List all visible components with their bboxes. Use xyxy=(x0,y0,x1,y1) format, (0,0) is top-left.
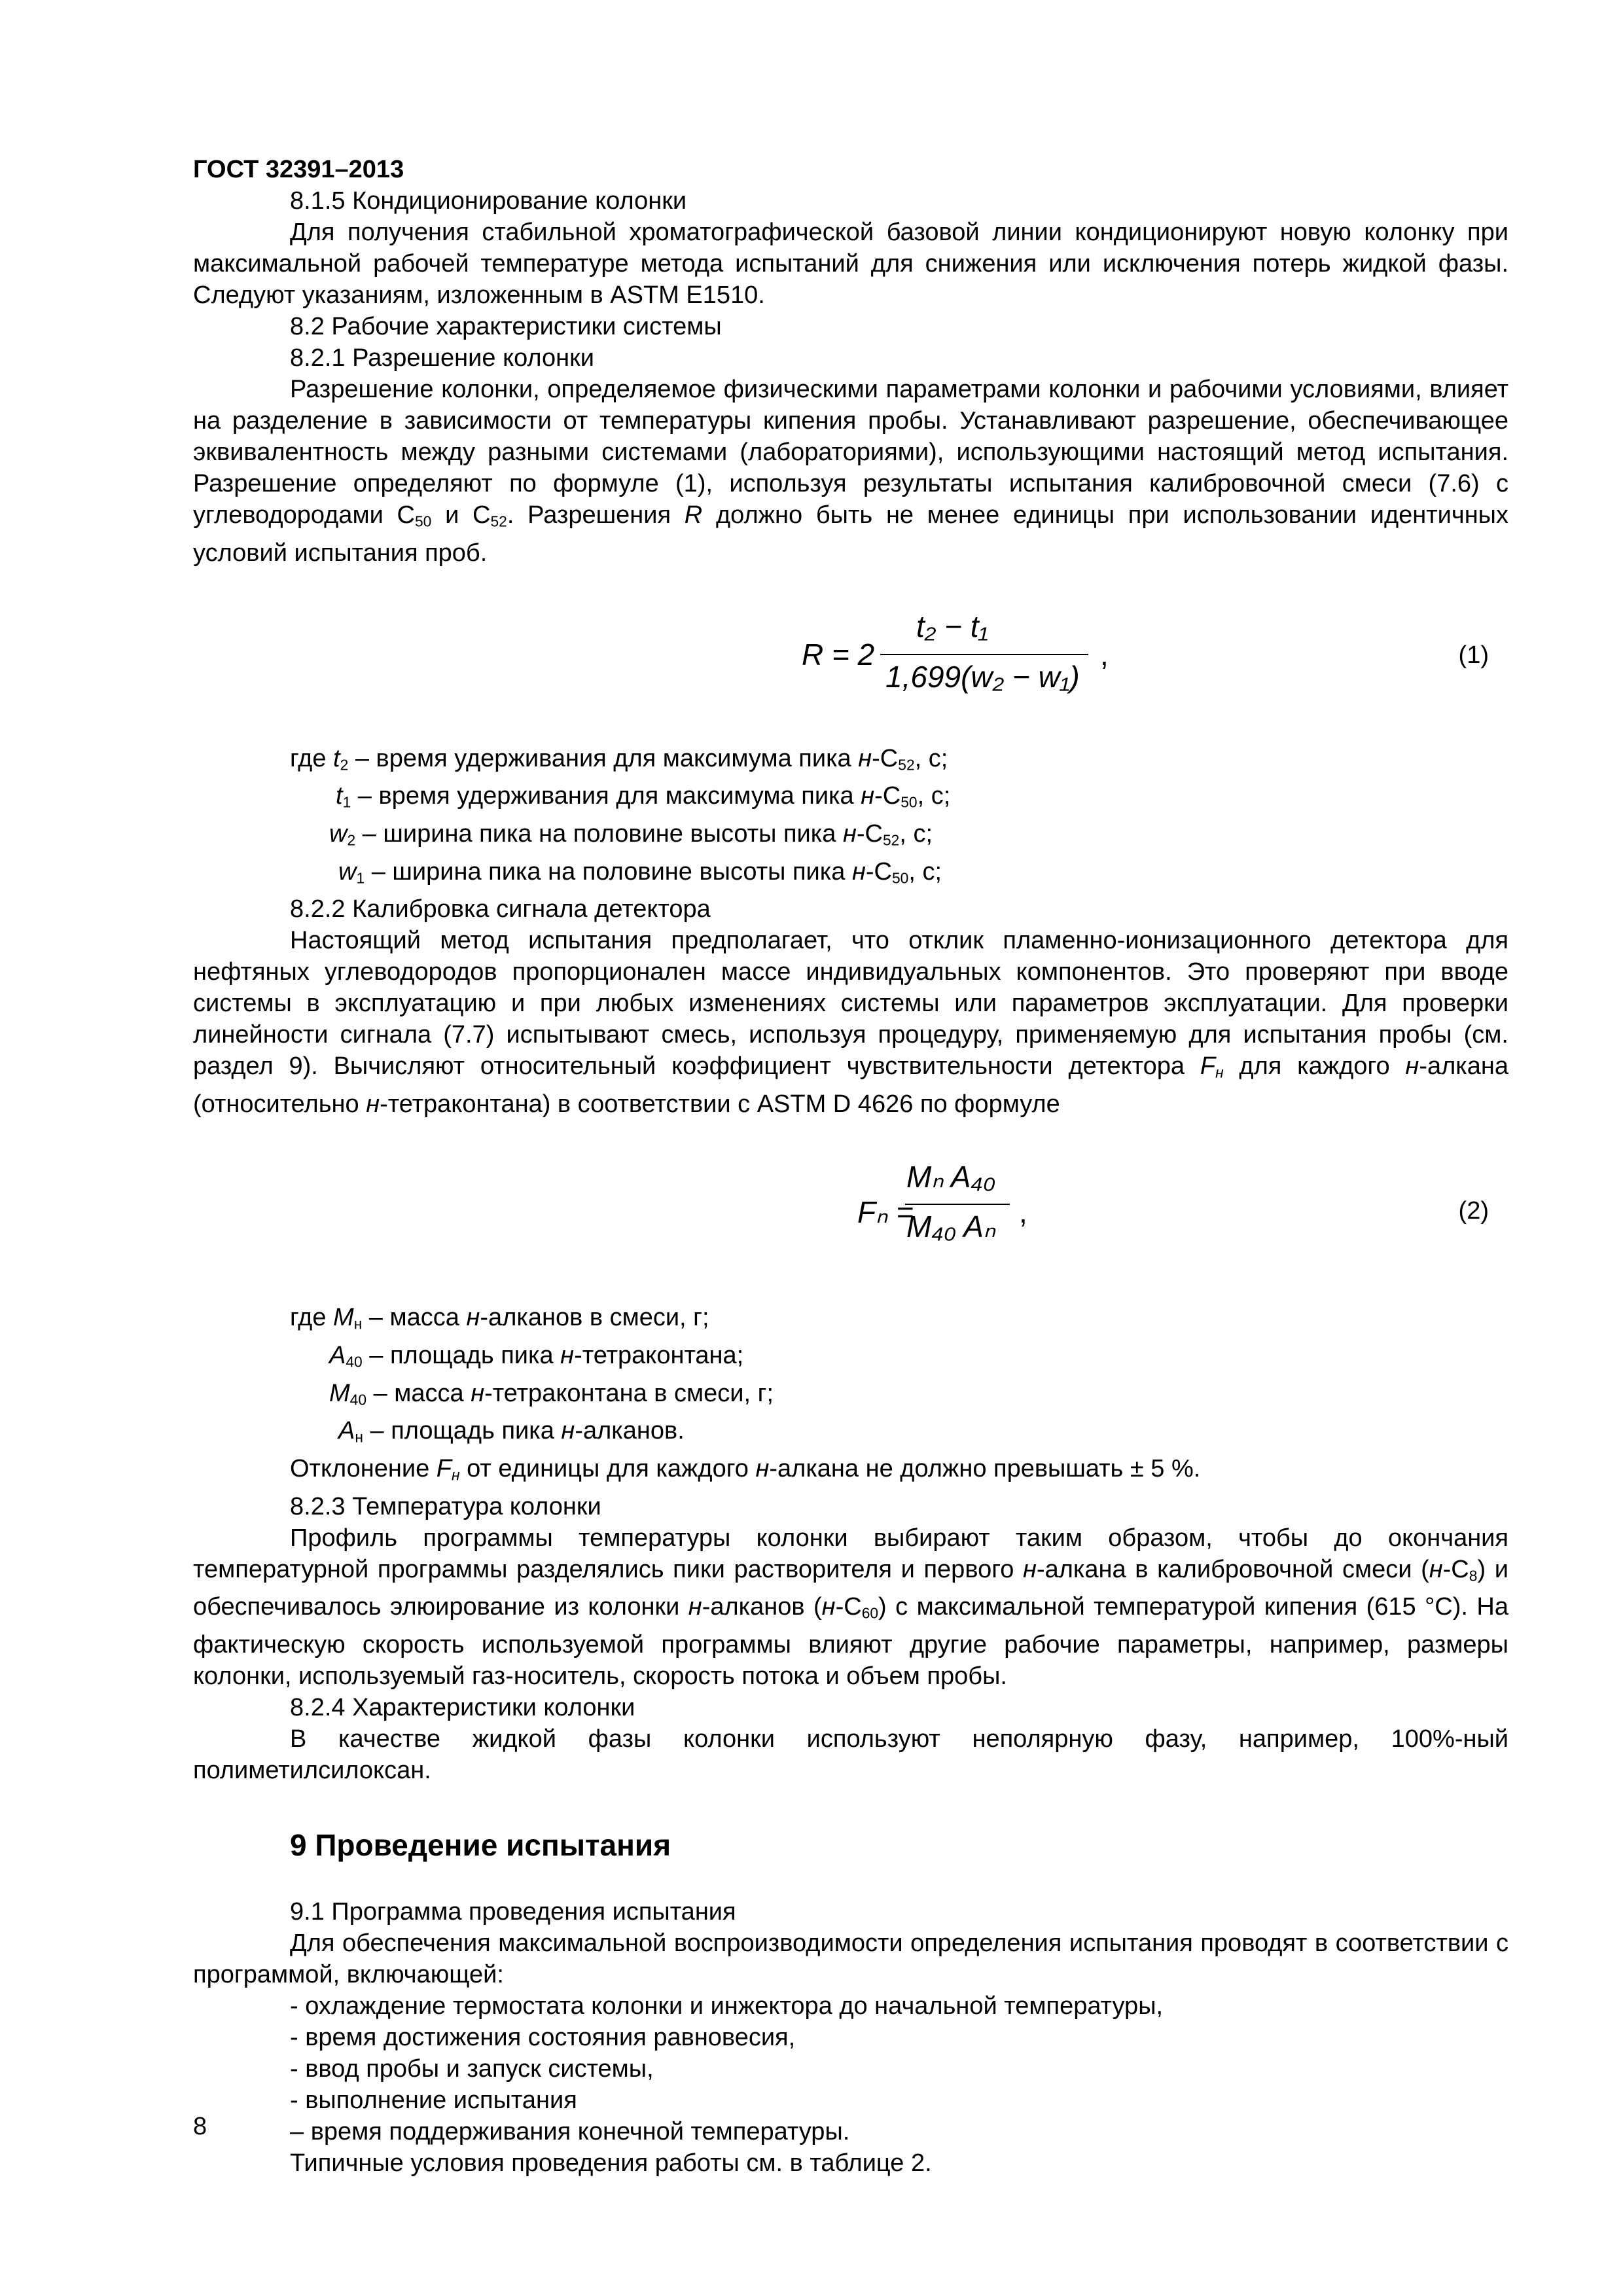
heading-8-2-1: 8.2.1 Разрешение колонки xyxy=(290,344,594,372)
paragraph-8-2-4: В качестве жидкой фазы колонки используют неполярную фазу, например, 100%-ный полиметилсилоксан. xyxy=(193,1725,1508,1784)
heading-8-2-2: 8.2.2 Калибровка сигнала детектора xyxy=(290,895,711,924)
where-1-line-1: где $t_2$ – время удерживания для максимума пика $н-C_{52}$, с; xyxy=(290,744,948,774)
section-9-title: 9 Проведение испытания xyxy=(290,1827,671,1862)
paragraph-8-2-2: Настоящий метод испытания предполагает, что отклик пламенно-ионизационного детектора для нефтяных углеводородов пропорционален массе индивидуальных компонентов. Это проверяют при вводе системы в эксплуатацию и при любых изменениях системы или параметров эксплуатации. Для проверки линейности сигнала (7.7) испытывают смесь, используя процедуру, применяемую для испытания пробы (см. раздел 9). Вычисляют относительный коэффициент чувствительности детектора $F_н$ для каждого н-алкана (относительно н-тетраконтана) в соответствии с ASTM D 4626 по формуле xyxy=(193,927,1509,1119)
paragraph-8-2-3: Профиль программы температуры колонки выбирают таким образом, чтобы до окончания температурной программы разделялись пики растворителя и первого н-алкана в калибровочной смеси $(н-C_8)$ и обеспечивалось элюирование из колонки н-алканов $(н-C_{60})$ с максимальной температурой кипения (615 °C). На фактическую скорость используемой программы влияют другие рабочие параметры, например, размеры колонки, используемый газ-носитель, скорость потока и объем пробы. xyxy=(193,1524,1508,1690)
page-number: 8 xyxy=(193,2113,207,2140)
where-1-line-4: $w_1$ – ширина пика на половине высоты пика $н-C_{50}$, с; xyxy=(338,857,942,887)
paragraph-9-1-footer: Типичные условия проведения работы см. в таблице 2. xyxy=(290,2149,932,2177)
formula-2-comma: , xyxy=(1019,1195,1027,1230)
formula-1-comma: , xyxy=(1100,637,1109,672)
deviation-paragraph: Отклонение $F_н$ от единицы для каждого н-алкана не должно превышать ± 5 %. xyxy=(290,1454,1201,1484)
document-page xyxy=(193,154,1508,2179)
formula-1-fraction-bar xyxy=(880,654,1088,655)
formula-2-denominator: M₄₀ Aₙ xyxy=(906,1210,996,1244)
formula-2 xyxy=(193,1151,1508,1276)
document-header: ГОСТ 32391–2013 xyxy=(193,156,404,183)
heading-8-2: 8.2 Рабочие характеристики системы xyxy=(290,313,722,340)
formula-2-numerator: Mₙ A₄₀ xyxy=(906,1160,996,1194)
list-item: - выполнение испытания xyxy=(290,2086,577,2114)
heading-8-1-5: 8.1.5 Кондиционирование колонки xyxy=(290,187,687,215)
paragraph-8-2-1: Разрешение колонки, определяемое физическими параметрами колонки и рабочими условиями, влияет на разделение в зависимости от температуры кипения пробы. Устанавливают разрешение, обеспечивающее эквивалентность между разными системами (лабораториями), использующими настоящий метод испытания. Разрешение определяют по формуле (1), используя результаты испытания калибровочной смеси (7.6) с углеводородами $C_{50}$ и $C_{52}$. Разрешения R должно быть не менее единицы при использовании идентичных условий испытания проб. xyxy=(193,376,1508,567)
paragraph-8-1-5: Для получения стабильной хроматографической базовой линии кондиционируют новую колонку при максимальной рабочей температуре метода испытаний для снижения или исключения потерь жидкой фазы. Следуют указаниям, изложенным в ASTM E1510. xyxy=(193,219,1508,309)
where-1-line-2: $t_1$ – время удерживания для максимума пика $н-C_{50}$, с; xyxy=(336,782,951,812)
where-2-line-3: $M_{40}$ – масса н-тетраконтана в смеси, г; xyxy=(329,1379,774,1408)
formula-2-lhs: Fₙ = xyxy=(857,1195,914,1230)
list-item: - время достижения состояния равновесия, xyxy=(290,2023,796,2051)
where-2-line-2: $A_{40}$ – площадь пика н-тетраконтана; xyxy=(329,1341,744,1371)
formula-1 xyxy=(193,592,1508,717)
formula-2-number: (2) xyxy=(1458,1197,1489,1225)
list-item: - ввод пробы и запуск системы, xyxy=(290,2054,654,2083)
where-2-line-4: $A_н$ – площадь пика н-алканов. xyxy=(338,1417,685,1446)
formula-1-lhs: R = 2 xyxy=(802,637,875,672)
heading-9-1: 9.1 Программа проведения испытания xyxy=(290,1897,736,1926)
formula-1-numerator: t₂ − t₁ xyxy=(916,609,989,643)
paragraph-9-1: Для обеспечения максимальной воспроизводимости определения испытания проводят в соответствии с программой, включающей: xyxy=(193,1929,1508,1988)
list-item: – время поддерживания конечной температуры. xyxy=(290,2117,850,2145)
heading-8-2-3: 8.2.3 Температура колонки xyxy=(290,1492,601,1520)
list-item: - охлаждение термостата колонки и инжектора до начальной температуры, xyxy=(290,1992,1164,2020)
formula-1-number: (1) xyxy=(1458,641,1489,669)
formula-2-fraction-bar xyxy=(905,1204,1010,1205)
formula-1-denominator: 1,699(w₂ − w₁) xyxy=(885,659,1080,694)
where-1-line-3: $w_2$ – ширина пика на половине высоты пика $н-C_{52}$, с; xyxy=(329,820,933,849)
heading-8-2-4: 8.2.4 Характеристики колонки xyxy=(290,1693,635,1721)
where-2-line-1: где $M_н$ – масса н-алканов в смеси, г; xyxy=(290,1304,709,1333)
